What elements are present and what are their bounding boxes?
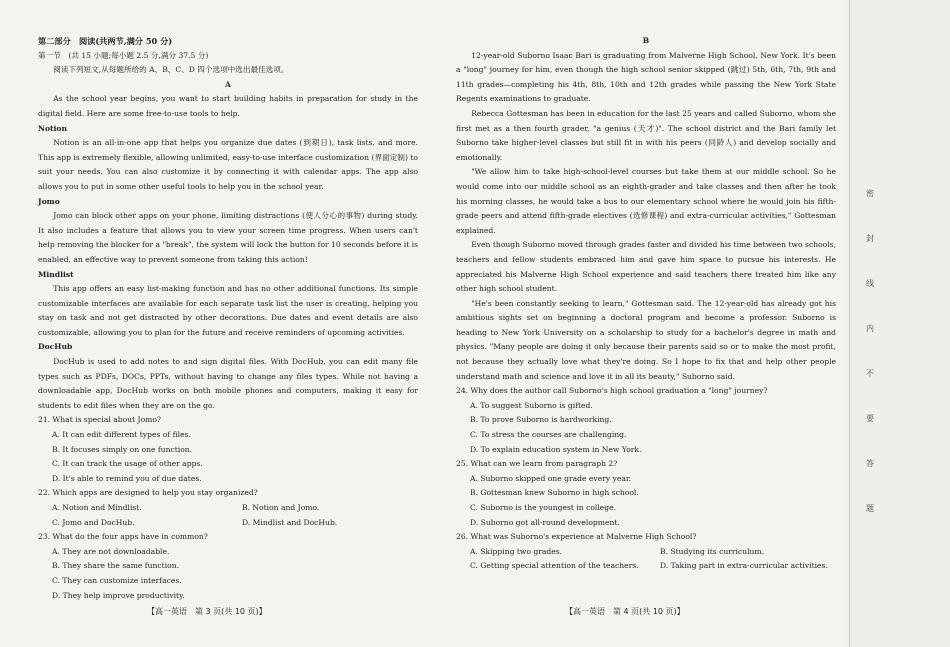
app-text-mindlist: This app offers an easy list-making function and has no other additional functions. Its simple customizable interfaces are available for each separate task list the user is creating, helping you stay on task and not get distracted by other decorations. Due dates and event details are also customizable, allowing you to plan for the future and receive reminders of upcoming activities.	[38, 284, 418, 337]
question-text: 25. What can we learn from paragraph 2?	[456, 459, 618, 469]
passage-b-label: B	[642, 36, 650, 45]
left-column	[38, 34, 418, 603]
seal-char: 要	[866, 414, 874, 423]
option-b: B. It focuses simply on one function.	[52, 444, 193, 454]
right-column	[456, 34, 836, 574]
option-c: C. It can track the usage of other apps.	[52, 459, 203, 469]
app-text-notion: Notion is an all-in-one app that helps you organize due dates (到期日), task lists, and more. This app is extremely flexible, allowing unlimited, easy-to-use interface customization (界面定制) to suit your needs. You can also customize it by connecting it with calendar apps. The app also allows you to put in some other useful tools to help you in the school year.	[38, 138, 418, 191]
question-text: 22. Which apps are designed to help you stay organized?	[38, 488, 258, 498]
option-d: D. Suborno got all-round development.	[470, 517, 620, 527]
seal-sidebar	[847, 0, 950, 647]
option-a: A. To suggest Suborno is gifted.	[470, 400, 593, 410]
option-b: B. Studying its curriculum.	[660, 546, 764, 556]
question-21	[38, 413, 418, 486]
passage-b-paragraph: Rebecca Gottesman has been in education for the last 25 years and called Suborno, whom she first met as a then fourth grader, "a genius (天才)". The school district and the Bari family let Suborno take higher-level classes but still fit in with his peers (同龄人) and develop socially and emotionally.	[456, 108, 836, 162]
option-c: C. They can customize interfaces.	[52, 575, 182, 585]
section-title: 第二部分 阅读(共两节,满分 50 分)	[38, 36, 173, 46]
question-text: 21. What is special about Jomo?	[38, 415, 161, 425]
option-c: C. Jomo and DocHub.	[52, 517, 135, 527]
app-text-dochub: DocHub is used to add notes to and sign digital files. With DocHub, you can edit many file types such as PDFs, DOCs, PPTs, without having to change any files types. While not having a downloadable app, DocHub works on both mobile phones and computers, making it easy for students to edit files when they are on the go.	[38, 357, 418, 410]
app-text-jomo: Jomo can block other apps on your phone, limiting distractions (使人分心的事物) during study. It also includes a feature that allows you to view your screen time progress. When users can't help removing the blocker for a "break", the system will lock the button for 10 seconds before it is enabled, an effective way to prevent someone from taking this action!	[38, 211, 418, 264]
seal-char: 封	[866, 234, 874, 243]
section-subtitle: 第一节 (共 15 小题;每小题 2.5 分,满分 37.5 分)	[38, 50, 209, 60]
seal-char: 答	[866, 459, 874, 468]
option-b: B. Notion and Jomo.	[242, 503, 320, 512]
option-d: D. To explain education system in New York.	[470, 444, 642, 454]
footer-page-3: 【高一英语 第 3 页(共 10 页)】	[147, 607, 267, 616]
seal-char: 线	[866, 279, 874, 288]
question-text: 24. Why does the author call Suborno's high school graduation a "long" journey?	[456, 386, 768, 396]
option-a: A. They are not downloadable.	[52, 546, 170, 556]
seal-line-notice	[864, 188, 876, 548]
option-a: A. It can edit different types of files.	[52, 430, 191, 440]
option-a: A. Skipping two grades.	[470, 546, 563, 556]
option-c: C. Suborno is the youngest in college.	[470, 503, 617, 512]
question-text: 26. What was Suborno's experience at Malverne High School?	[456, 532, 697, 542]
option-d: D. They help improve productivity.	[52, 590, 185, 600]
option-c: C. To stress the courses are challenging.	[470, 430, 627, 440]
option-d: D. It's able to remind you of due dates.	[52, 473, 202, 483]
question-24	[456, 384, 836, 457]
option-d: D. Mindlist and DocHub.	[242, 517, 338, 527]
option-b: B. Gottesman knew Suborno in high school.	[470, 488, 639, 498]
option-b: B. To prove Suborno is hardworking.	[470, 415, 612, 425]
question-23	[38, 530, 418, 603]
option-d: D. Taking part in extra-curricular activities.	[660, 561, 828, 571]
passage-b-paragraph: 12-year-old Suborno Isaac Bari is graduating from Malverne High School, New York. It's been a "long" journey for him, even though the high school senior skipped (跳过) 5th, 6th, 7th, 9th and 11th grades—completing his 4th, 8th, 10th and 12th grades while passing the New York State Regents examinations to graduate.	[456, 50, 836, 104]
option-c: C. Getting special attention of the teachers.	[470, 561, 639, 571]
seal-char: 题	[866, 504, 874, 513]
passage-b-paragraph: "He's been constantly seeking to learn," Gottesman said. The 12-year-old has already got his ambitious sights set on beginning a doctoral program and become a professor. Suborno is heading to New York University on a scholarship to study for a bachelor's degree in math and physics. "Many people are doing it only because their parents said so or to make the most profit, not because they actually love what they're doing. So I hope to fix that and help other people understand math and science and love it in all its beauty," Suborno said.	[456, 298, 836, 381]
passage-b-paragraph: Even though Suborno moved through grades faster and divided his time between two schools, teachers and fellow students embraced him and gave him space to pursue his interests. He appreciated his Malverne High School experience and said teachers there treated him like any other high school student.	[456, 240, 836, 294]
option-a: A. Notion and Mindlist.	[52, 503, 142, 512]
seal-line-divider	[849, 0, 850, 647]
footer-page-4: 【高一英语 第 4 页(共 10 页)】	[565, 607, 685, 616]
passage-a-label: A	[225, 79, 231, 89]
question-26	[456, 530, 836, 574]
instruction: 阅读下列短文,从每题所给的 A、B、C、D 四个选项中选出最佳选项。	[53, 65, 289, 75]
seal-char: 内	[866, 324, 874, 333]
app-heading-jomo: Jomo	[38, 196, 60, 206]
question-text: 23. What do the four apps have in common?	[38, 532, 208, 542]
app-heading-dochub: DocHub	[38, 342, 73, 352]
passage-a-intro: As the school year begins, you want to start building habits in preparation for study in the digital field. Here are some free-to-use tools to help.	[38, 94, 418, 118]
option-a: A. Suborno skipped one grade every year.	[470, 473, 632, 483]
question-25	[456, 457, 836, 530]
app-heading-mindlist: Mindlist	[38, 269, 74, 279]
option-b: B. They share the same function.	[52, 561, 179, 571]
question-22	[38, 486, 418, 530]
app-heading-notion: Notion	[38, 123, 67, 133]
seal-char: 密	[866, 189, 874, 198]
seal-char: 不	[866, 369, 874, 378]
passage-b-paragraph: "We allow him to take high-school-level courses but take them at our middle school. So he would come into our middle school as an eighth-grader and take classes and then after he took his morning classes, he would take a bus to our elementary school where he would join his fifth-grade peers and attend fifth-grade electives (选修课程) and extra-curricular activities," Gottesman explained.	[456, 167, 836, 235]
